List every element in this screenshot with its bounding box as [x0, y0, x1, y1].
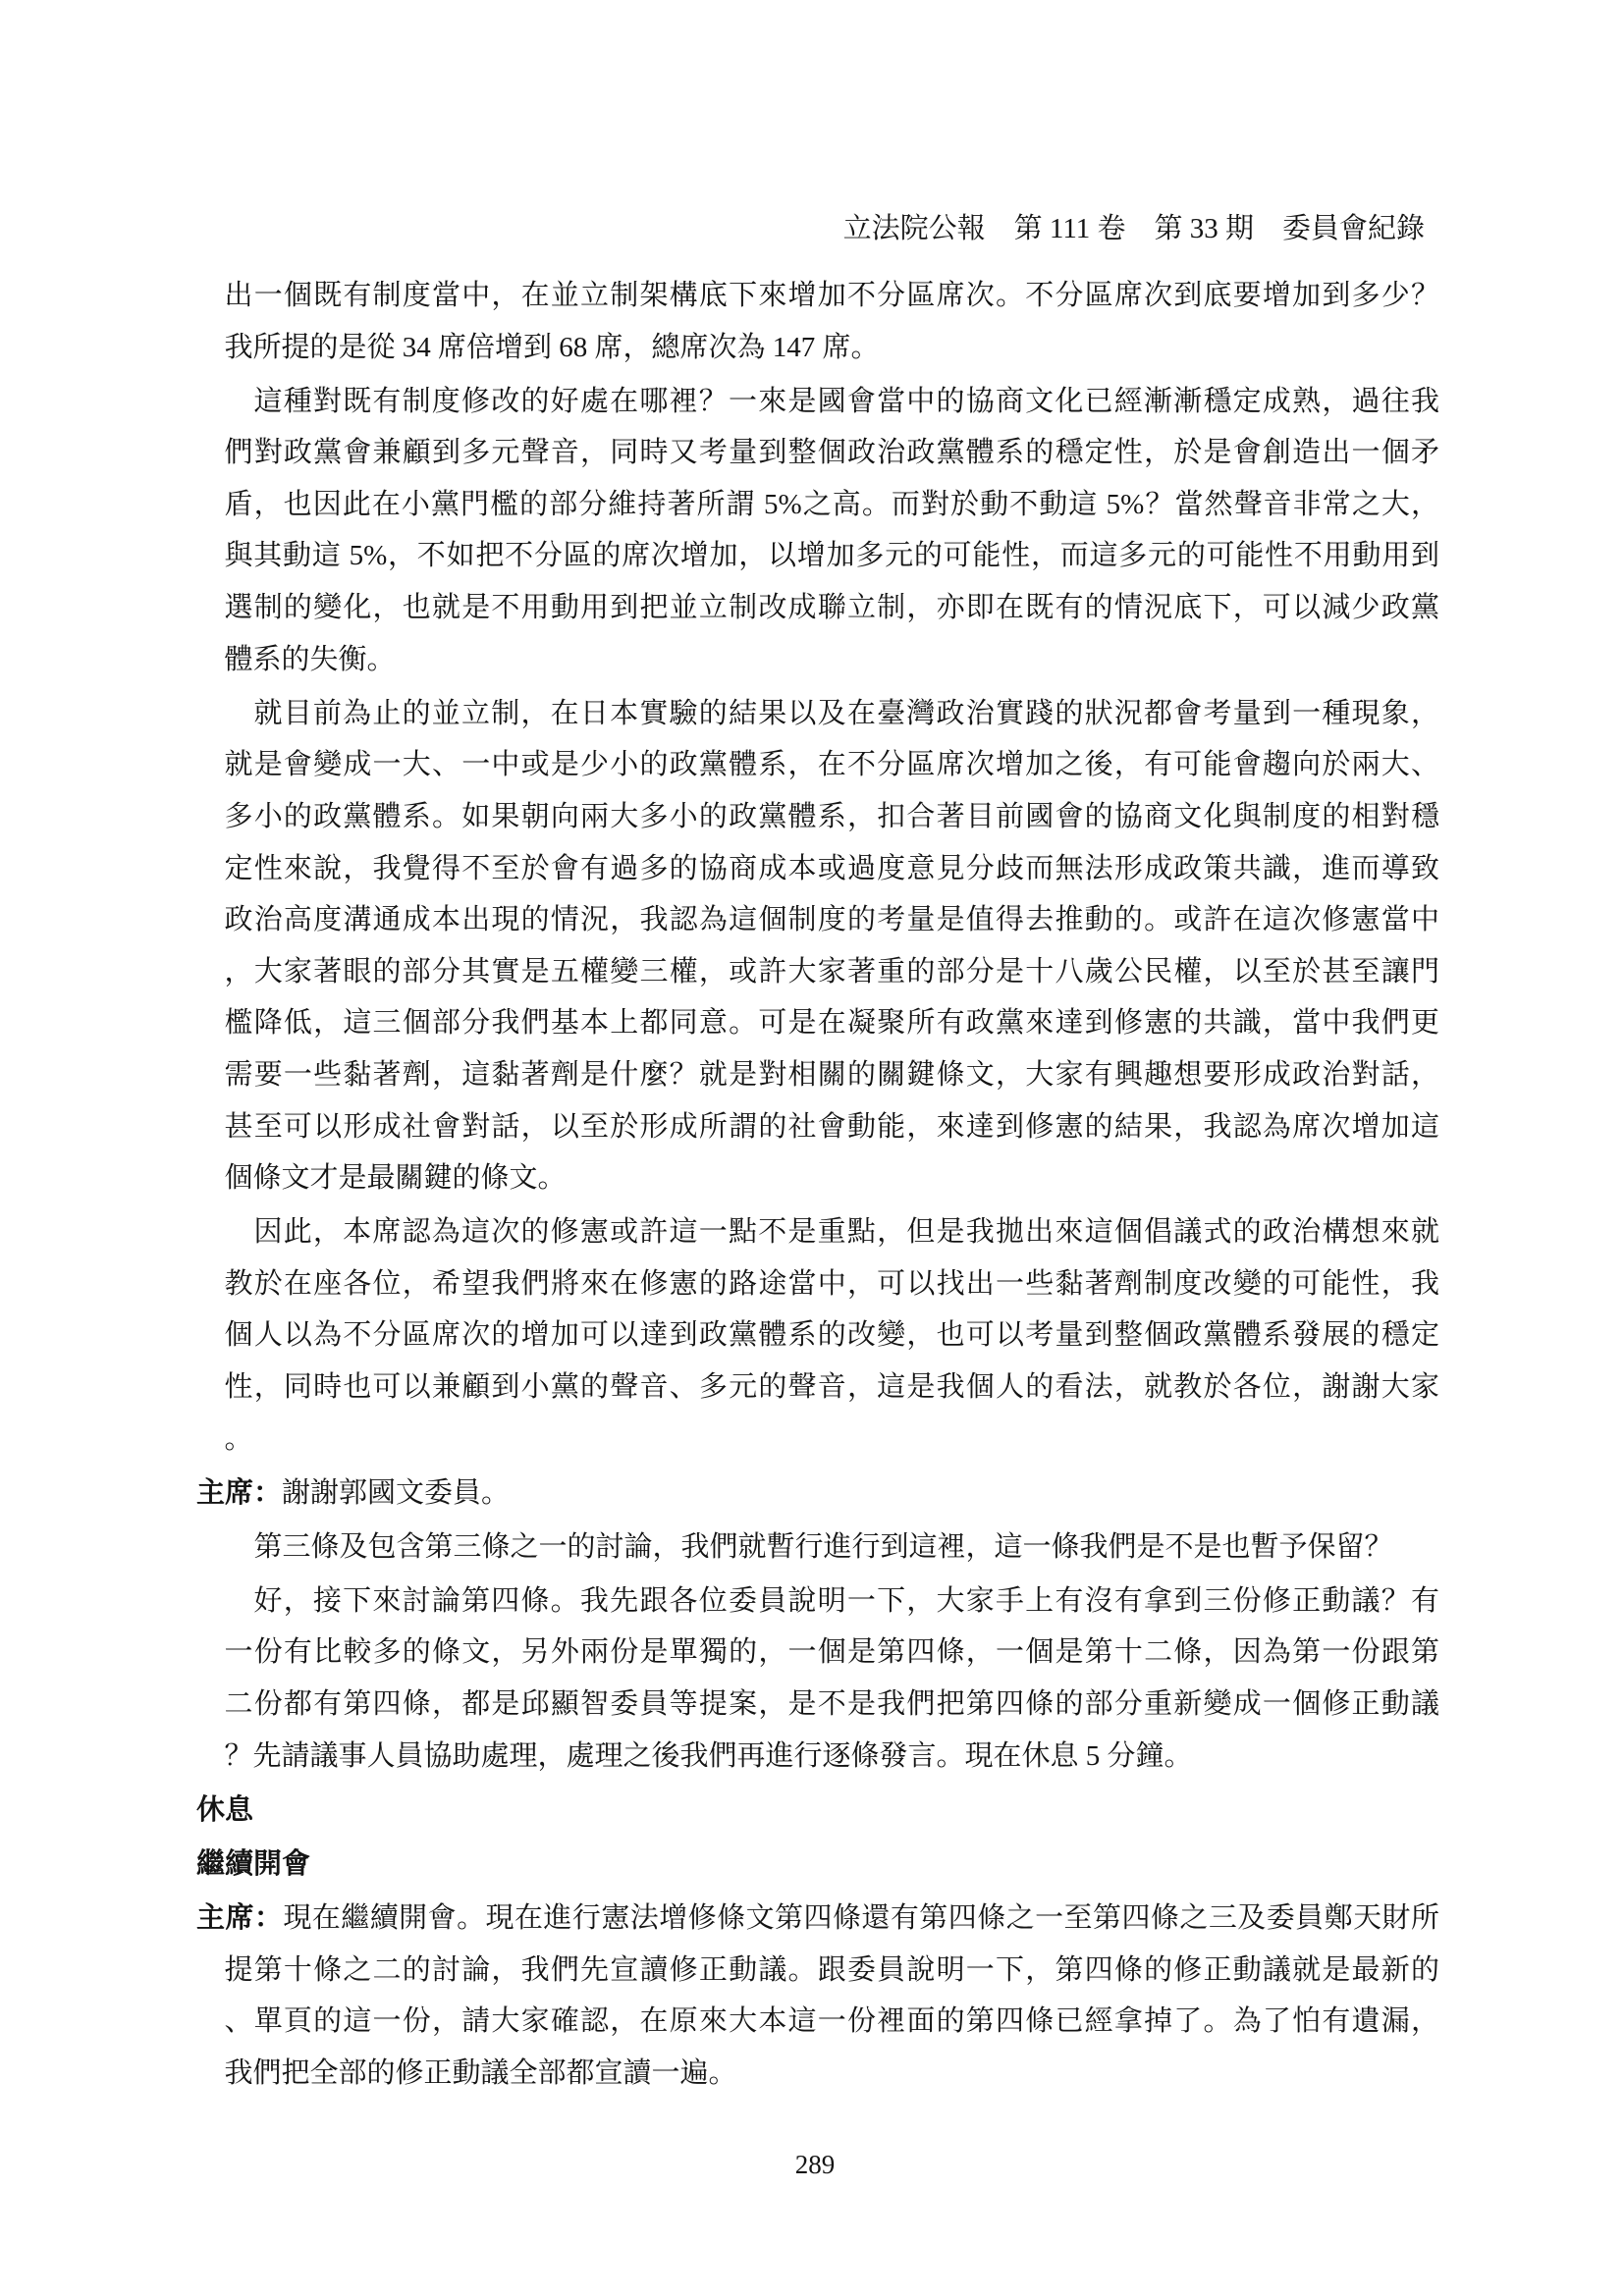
text-line: 教於在座各位，希望我們將來在修憲的路途當中，可以找出一些黏著劑制度改變的可能性，我	[224, 1267, 1439, 1300]
text-line: ？先請議事人員協助處理，處理之後我們再進行逐條發言。現在休息 5 分鐘。	[224, 1739, 1193, 1772]
text-line	[196, 1468, 1439, 1520]
text-line: 性，同時也可以兼顧到小黨的聲音、多元的聲音，這是我個人的看法，就教於各位，謝謝大家	[224, 1370, 1439, 1403]
paragraph	[196, 1522, 1439, 1574]
text-line: 選制的變化，也就是不用動用到把並立制改成聯立制，亦即在既有的情況底下，可以減少政黨	[224, 592, 1439, 624]
paragraph	[196, 270, 1439, 373]
paragraph	[196, 688, 1439, 1204]
page-number: 289	[794, 2150, 836, 2179]
text-line: 需要一些黏著劑，這黏著劑是什麼？就是對相關的關鍵條文，大家有興趣想要形成政治對話，	[224, 1058, 1439, 1091]
gazette-title: 立法院公報 第 111 卷 第 33 期 委員會紀錄	[842, 213, 1425, 244]
text-line: 檻降低，這三個部分我們基本上都同意。可是在凝聚所有政黨來達到修憲的共識，當中我們更	[224, 1007, 1439, 1040]
text-line: 一份有比較多的條文，另外兩份是單獨的，一個是第四條，一個是第十二條，因為第一份跟第	[224, 1636, 1439, 1669]
paragraph	[196, 1575, 1439, 1782]
text-line: 好，接下來討論第四條。我先跟各位委員說明一下，大家手上有沒有拿到三份修正動議？有	[253, 1584, 1439, 1617]
text-line: 盾，也因此在小黨門檻的部分維持著所謂 5%之高。而對於動不動這 5%？當然聲音非常之大，	[224, 488, 1439, 520]
text-line: 體系的失衡。	[224, 643, 396, 675]
page-body	[196, 270, 1439, 2099]
speaker-label: 主席：	[196, 1901, 284, 1934]
text-line: 們對政黨會兼顧到多元聲音，同時又考量到整個政治政黨體系的穩定性，於是會創造出一個矛	[224, 437, 1439, 469]
text-line: 個人以為不分區席次的增加可以達到政黨體系的改變，也可以考量到整個政黨體系發展的穩定	[224, 1319, 1439, 1352]
speech-text: 謝謝郭國文委員。	[282, 1476, 511, 1509]
text-line: 就是會變成一大、一中或是少小的政黨體系，在不分區席次增加之後，有可能會趨向於兩大、	[224, 749, 1439, 781]
text-line: 第三條及包含第三條之一的討論，我們就暫行進行到這裡，這一條我們是不是也暫予保留？	[253, 1530, 1393, 1563]
text-line: 與其動這 5%，不如把不分區的席次增加，以增加多元的可能性，而這多元的可能性不用動用到	[224, 540, 1439, 572]
text-line: 定性來說，我覺得不至於會有過多的協商成本或過度意見分歧而無法形成政策共識，進而導致	[224, 852, 1439, 884]
section-heading-recess	[196, 1785, 1439, 1837]
text-line: 甚至可以形成社會對話，以至於形成所謂的社會動能，來達到修憲的結果，我認為席次增加這	[224, 1110, 1439, 1143]
text-line: 這種對既有制度修改的好處在哪裡？一來是國會當中的協商文化已經漸漸穩定成熟，過往我	[253, 385, 1439, 417]
gazette-header	[829, 173, 1425, 247]
text-line: 出一個既有制度當中，在並立制架構底下來增加不分區席次。不分區席次到底要增加到多少？	[224, 280, 1439, 311]
speaker-paragraph	[196, 1468, 1439, 1520]
text-line: 因此，本席認為這次的修憲或許這一點不是重點，但是我拋出來這個倡議式的政治構想來就	[253, 1216, 1439, 1249]
text-line: 多小的政黨體系。如果朝向兩大多小的政黨體系，扣合著目前國會的協商文化與制度的相對穩	[224, 800, 1439, 832]
text-line: 我們把全部的修正動議全部都宣讀一遍。	[224, 2056, 737, 2089]
text-line	[196, 1893, 1439, 1945]
text-line: 政治高度溝通成本出現的情況，我認為這個制度的考量是值得去推動的。或許在這次修憲當中	[224, 904, 1439, 936]
text-line: 我所提的是從 34 席倍增到 68 席，總席次為 147 席。	[224, 331, 880, 363]
text-line: ，大家著眼的部分其實是五權變三權，或許大家著重的部分是十八歲公民權，以至於甚至讓門	[224, 955, 1439, 988]
text-line: 。	[224, 1422, 253, 1455]
text-line: 提第十條之二的討論，我們先宣讀修正動議。跟委員說明一下，第四條的修正動議就是最新的	[224, 1953, 1439, 1986]
text-line: 、單頁的這一份，請大家確認，在原來大本這一份裡面的第四條已經拿掉了。為了怕有遺漏，	[224, 2005, 1439, 2038]
section-heading: 休息	[196, 1793, 254, 1826]
paragraph	[196, 1206, 1439, 1465]
paragraph	[196, 376, 1439, 686]
section-heading: 繼續開會	[196, 1847, 311, 1880]
text-line: 個條文才是最關鍵的條文。	[224, 1162, 567, 1195]
section-heading-resume	[196, 1839, 1439, 1891]
speaker-label: 主席：	[196, 1476, 283, 1509]
text-line: 二份都有第四條，都是邱顯智委員等提案，是不是我們把第四條的部分重新變成一個修正動議	[224, 1688, 1439, 1721]
text-line: 就目前為止的並立制，在日本實驗的結果以及在臺灣政治實踐的狀況都會考量到一種現象，	[253, 697, 1439, 729]
speech-text: 現在繼續開會。現在進行憲法增修條文第四條還有第四條之一至第四條之三及委員鄭天財所	[283, 1901, 1439, 1934]
speaker-paragraph	[196, 1893, 1439, 2099]
